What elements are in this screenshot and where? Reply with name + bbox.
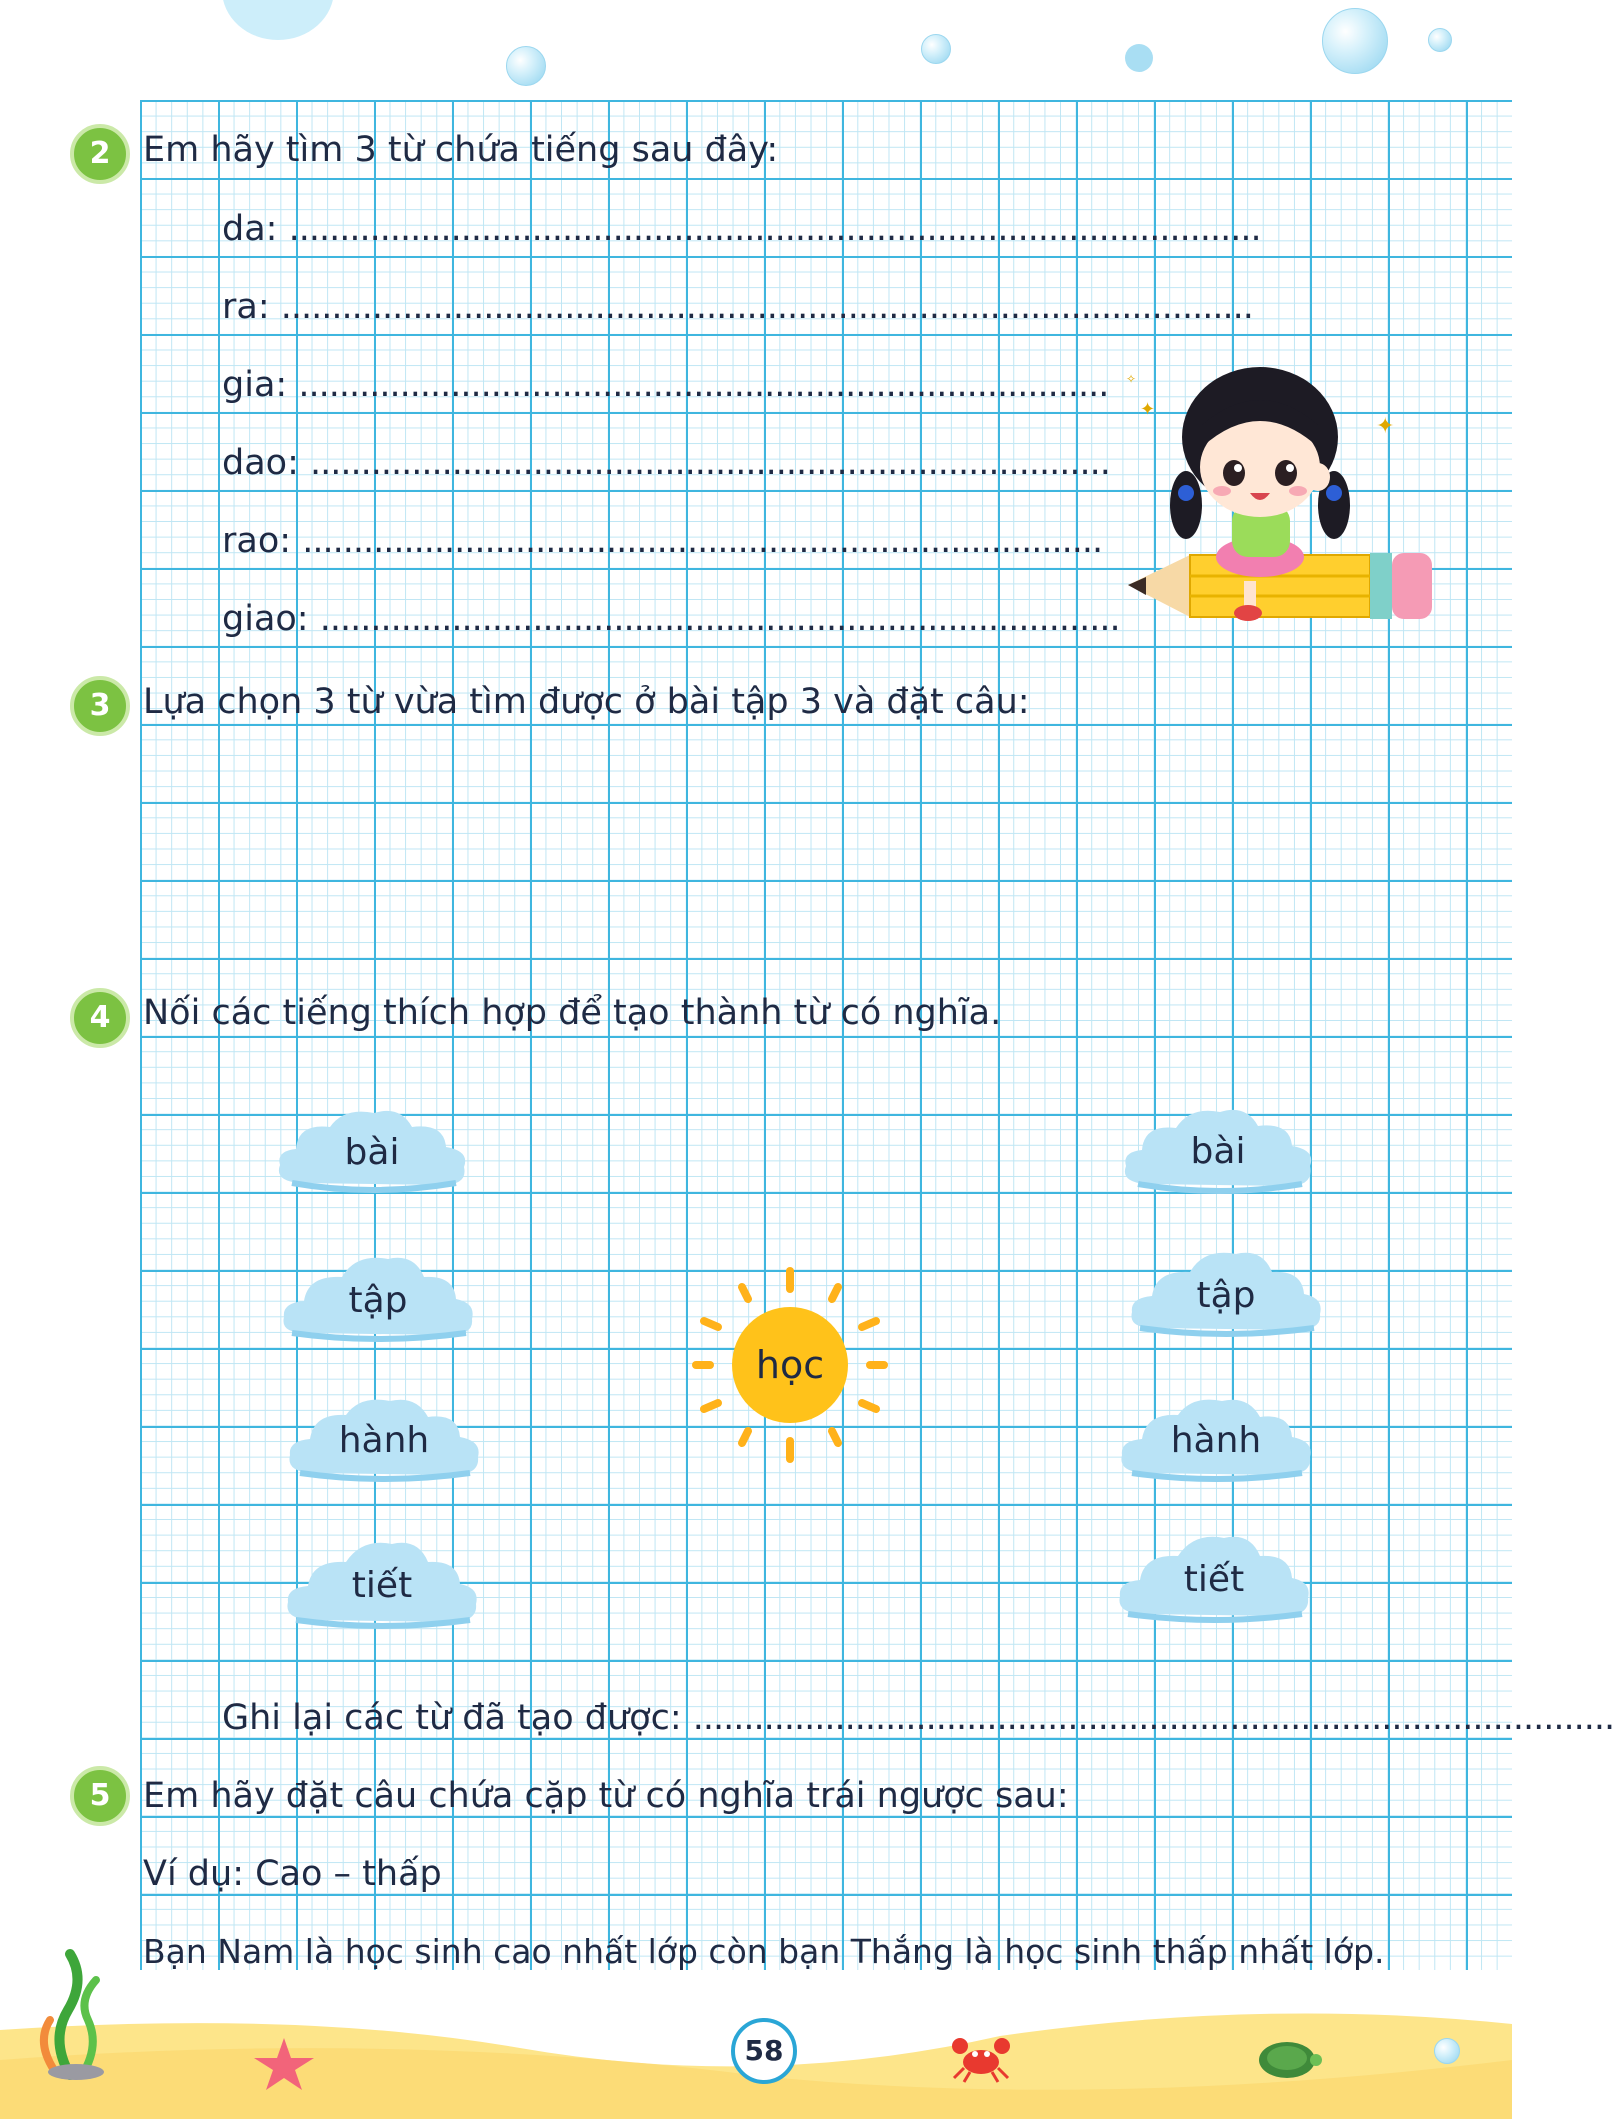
- bubble-icon: [1434, 2038, 1460, 2064]
- sun-word[interactable]: [690, 1265, 890, 1465]
- answer-line[interactable]: ................................................................................: [298, 365, 1109, 405]
- answer-label: rao:: [222, 521, 292, 561]
- word-cloud-left[interactable]: [272, 1105, 472, 1201]
- answer-row-giao: [222, 597, 1120, 641]
- word-cloud-right[interactable]: [1126, 1248, 1326, 1344]
- word-cloud-right[interactable]: [1116, 1393, 1316, 1489]
- answer-row-rao: [222, 519, 1102, 563]
- answer-line[interactable]: ...............................................................................: [319, 599, 1120, 639]
- word-cloud-left[interactable]: [284, 1393, 484, 1489]
- answer-label: da:: [222, 209, 278, 249]
- example-sentence: Bạn Nam là học sinh cao nhất lớp còn bạn Thắng là học sinh thấp nhất lớp.: [143, 1932, 1385, 1971]
- answer-label: giao:: [222, 599, 309, 639]
- crab-icon: [950, 2032, 1012, 2084]
- svg-text:✦: ✦: [1140, 399, 1156, 420]
- exercise-2-title: Em hãy tìm 3 từ chứa tiếng sau đây:: [143, 130, 779, 170]
- answer-row-ra: [222, 285, 1253, 329]
- exercise-number-badge: 2: [70, 124, 130, 184]
- svg-text:✦: ✦: [1376, 414, 1395, 439]
- answer-row-da: [222, 207, 1261, 251]
- girl-on-pencil-illustration: [1120, 355, 1430, 645]
- cloud-word: tiết: [1183, 1559, 1245, 1600]
- word-cloud-right[interactable]: [1114, 1532, 1314, 1628]
- exercise-number-badge: 4: [70, 988, 130, 1048]
- answer-line[interactable]: ...............................................................................: [302, 521, 1103, 561]
- answer-label: ra:: [222, 287, 270, 327]
- exercise-4-title: Nối các tiếng thích hợp để tạo thành từ có nghĩa.: [143, 993, 1002, 1033]
- bubble-icon: [921, 34, 951, 64]
- bubble-icon: [506, 46, 546, 86]
- answer-row-gia: [222, 363, 1108, 407]
- cloud-word: bài: [344, 1132, 400, 1173]
- exercise-5-title: Em hãy đặt câu chứa cặp từ có nghĩa trái ngược sau:: [143, 1776, 1069, 1816]
- answer-label: gia:: [222, 365, 288, 405]
- sun-label: học: [755, 1343, 825, 1387]
- record-line[interactable]: ...........................................................................................: [692, 1698, 1614, 1738]
- answer-line[interactable]: ................................................................................................: [280, 287, 1253, 327]
- cloud-word: tập: [348, 1280, 408, 1321]
- exercise-number-badge: 5: [70, 1766, 130, 1826]
- cloud-word: hành: [1170, 1420, 1262, 1461]
- cloud-word: bài: [1190, 1131, 1246, 1172]
- page-number: 58: [731, 2018, 797, 2084]
- turtle-icon: [1252, 2030, 1322, 2084]
- answer-line[interactable]: ...............................................................................: [310, 443, 1110, 483]
- word-cloud-left[interactable]: [278, 1253, 478, 1349]
- starfish-icon: [252, 2036, 316, 2092]
- answer-label: dao:: [222, 443, 299, 483]
- exercise-3-title: Lựa chọn 3 từ vừa tìm được ở bài tập 3 và đặt câu:: [143, 682, 1030, 722]
- exercise-number-badge: 3: [70, 676, 130, 736]
- decor-circle: [222, 0, 334, 40]
- record-label: Ghi lại các từ đã tạo được:: [222, 1698, 682, 1738]
- svg-text:✧: ✧: [1126, 372, 1137, 386]
- answer-row-dao: [222, 441, 1110, 485]
- bubble-icon: [1428, 28, 1452, 52]
- bubble-icon: [1322, 8, 1388, 74]
- answer-line[interactable]: ................................................................................................: [288, 209, 1261, 249]
- example-label: Ví dụ: Cao – thấp: [143, 1854, 442, 1894]
- cloud-word: tập: [1196, 1275, 1256, 1316]
- cloud-word: tiết: [351, 1565, 413, 1606]
- decor-circle: [1125, 44, 1153, 72]
- seaweed-icon: [30, 1950, 120, 2080]
- word-cloud-left[interactable]: [282, 1538, 482, 1634]
- word-cloud-right[interactable]: [1118, 1104, 1318, 1200]
- record-row: [222, 1696, 1614, 1740]
- cloud-word: hành: [338, 1420, 430, 1461]
